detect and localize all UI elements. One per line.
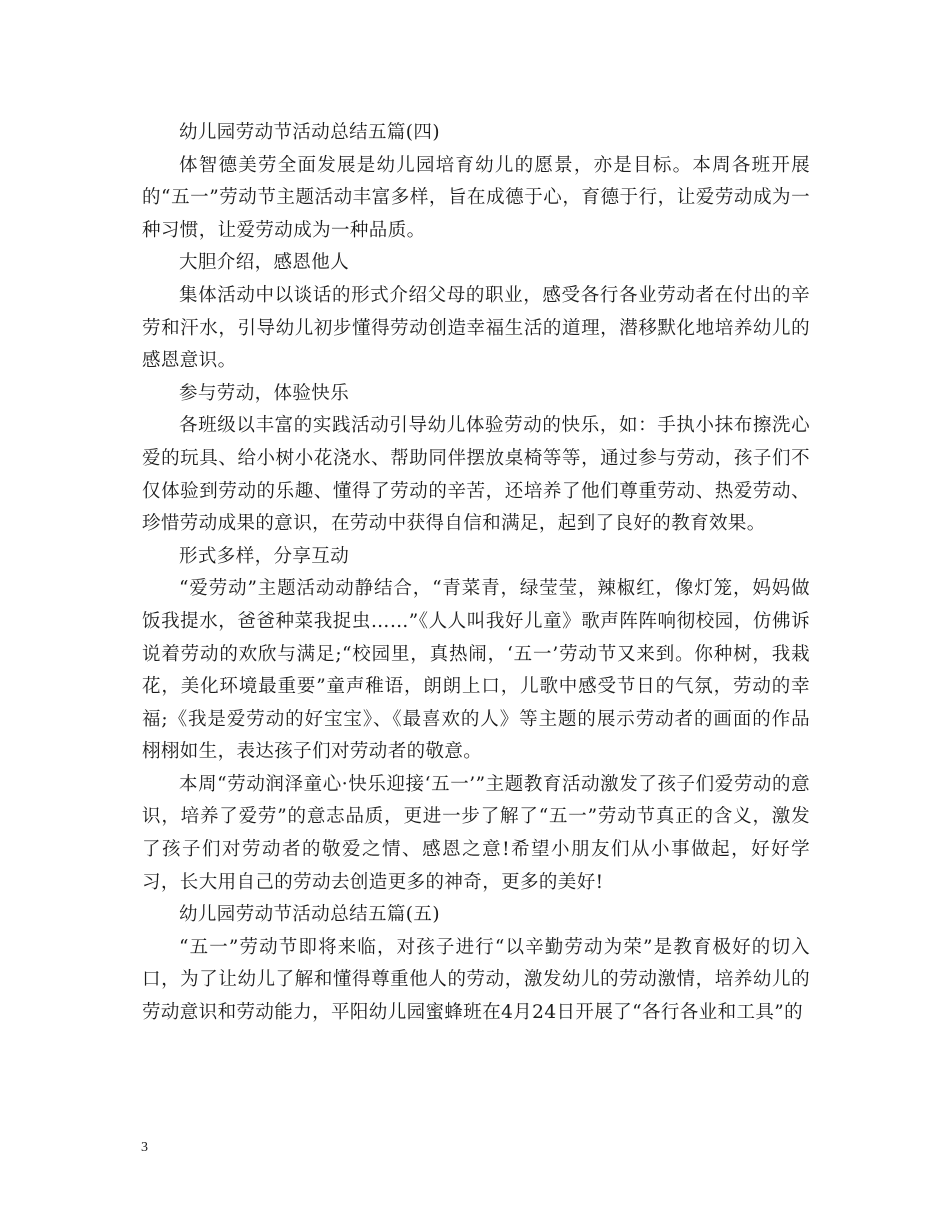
body-paragraph: “五一”劳动节即将来临，对孩子进行“以辛勤劳动为荣”是教育极好的切入口，为了让幼儿了解和懂得尊重他人的劳动，激发幼儿的劳动激情，培养幼儿的劳动意识和劳动能力，平阳幼儿园蜜蜂班在4月24日开展了“各行各业和工具”的 — [142, 936, 810, 1024]
page-number: 3 — [141, 1140, 148, 1155]
body-paragraph: 集体活动中以谈话的形式介绍父母的职业，感受各行各业劳动者在付出的辛劳和汗水，引导幼儿初步懂得劳动创造幸福生活的道理，潜移默化地培养幼儿的感恩意识。 — [142, 284, 810, 372]
section-heading-5: 幼儿园劳动节活动总结五篇(五) — [179, 904, 440, 926]
body-paragraph: “爱劳动”主题活动动静结合，“青菜青，绿莹莹，辣椒红，像灯笼，妈妈做饭我提水，爸爸种菜我捉虫……”《人人叫我好儿童》歌声阵阵响彻校园，仿佛诉说着劳动的欢欣与满足;“校园里，真热闹，‘五一’劳动节又来到。你种树，我栽花，美化环境最重要”童声稚语，朗朗上口，儿歌中感受节日的气氛，劳动的幸福;《我是爱劳动的好宝宝》、《最喜欢的人》等主题的展示劳动者的画面的作品栩栩如生，表达孩子们对劳动者的敬意。 — [142, 578, 810, 763]
subheading-participate-joy: 参与劳动，体验快乐 — [179, 382, 350, 404]
section-heading-4: 幼儿园劳动节活动总结五篇(四) — [179, 122, 440, 143]
body-paragraph: 体智德美劳全面发展是幼儿园培育幼儿的愿景，亦是目标。本周各班开展的“五一”劳动节主题活动丰富多样，旨在成德于心，育德于行，让爱劳动成为一种习惯，让爱劳动成为一种品质。 — [142, 154, 810, 241]
subheading-diverse-forms: 形式多样，分享互动 — [179, 545, 350, 567]
document-body — [142, 117, 810, 1030]
subheading-introduce-gratitude: 大胆介绍，感恩他人 — [179, 252, 350, 274]
body-paragraph: 本周“劳动润泽童心·快乐迎接‘五一’”主题教育活动激发了孩子们爱劳动的意识，培养了爱劳”的意志品质，更进一步了解了“五一”劳动节真正的含义，激发了孩子们对劳动者的敬爱之情、感恩之意!希望小朋友们从小事做起，好好学习，长大用自己的劳动去创造更多的神奇，更多的美好! — [142, 773, 810, 893]
body-paragraph: 各班级以丰富的实践活动引导幼儿体验劳动的快乐，如：手执小抹布擦洗心爱的玩具、给小树小花浇水、帮助同伴摆放桌椅等等，通过参与劳动，孩子们不仅体验到劳动的乐趣、懂得了劳动的辛苦，还培养了他们尊重劳动、热爱劳动、珍惜劳动成果的意识，在劳动中获得自信和满足，起到了良好的教育效果。 — [142, 415, 810, 535]
